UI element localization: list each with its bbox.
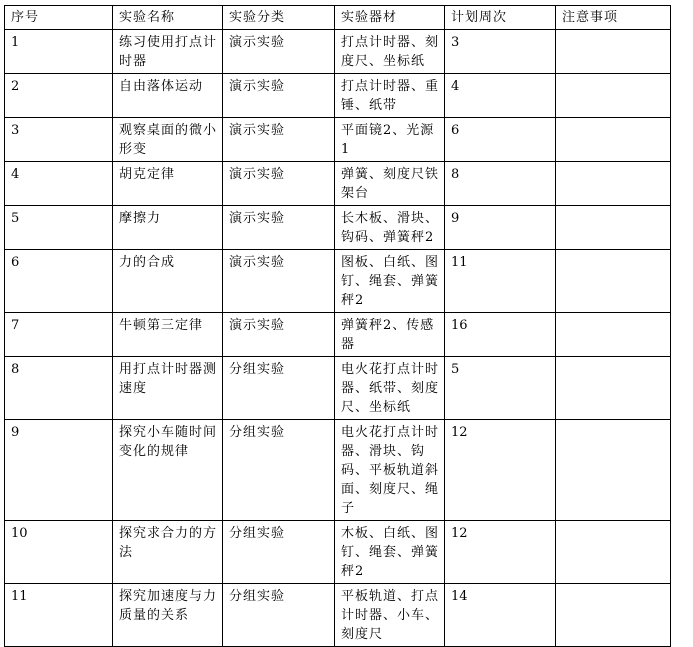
table-row — [5, 162, 671, 206]
table-row — [5, 250, 671, 313]
table-row — [5, 357, 671, 420]
experiment-name-cell: 摩擦力 — [113, 206, 223, 250]
experiment-name-cell: 观察桌面的微小形变 — [113, 118, 223, 162]
header-experiment-name: 实验名称 — [113, 6, 223, 30]
planned-week-cell: 11 — [445, 250, 556, 313]
planned-week-cell: 8 — [445, 162, 556, 206]
experiment-schedule-sheet — [4, 5, 671, 647]
experiment-name-cell: 胡克定律 — [113, 162, 223, 206]
experiment-category-cell: 演示实验 — [223, 162, 335, 206]
header-notes: 注意事项 — [556, 6, 671, 30]
notes-cell — [556, 162, 671, 206]
equipment-cell: 打点计时器、重锤、纸带 — [335, 74, 445, 118]
experiment-category-cell: 分组实验 — [223, 521, 335, 584]
experiment-category-cell: 演示实验 — [223, 118, 335, 162]
serial-number-cell: 4 — [5, 162, 113, 206]
header-planned-week: 计划周次 — [445, 6, 556, 30]
experiment-category-cell: 分组实验 — [223, 357, 335, 420]
table-row — [5, 206, 671, 250]
serial-number-cell: 7 — [5, 313, 113, 357]
experiment-name-cell: 探究求合力的方法 — [113, 521, 223, 584]
notes-cell — [556, 313, 671, 357]
experiment-name-cell: 用打点计时器测速度 — [113, 357, 223, 420]
equipment-cell: 弹簧秤2、传感器 — [335, 313, 445, 357]
equipment-cell: 电火花打点计时器、滑块、钩码、平板轨道斜面、刻度尺、绳子 — [335, 420, 445, 521]
serial-number-cell: 5 — [5, 206, 113, 250]
experiment-name-cell: 自由落体运动 — [113, 74, 223, 118]
notes-cell — [556, 30, 671, 74]
serial-number-cell: 11 — [5, 584, 113, 647]
planned-week-cell: 5 — [445, 357, 556, 420]
notes-cell — [556, 250, 671, 313]
serial-number-cell: 3 — [5, 118, 113, 162]
planned-week-cell: 14 — [445, 584, 556, 647]
equipment-cell: 平面镜2、光源1 — [335, 118, 445, 162]
notes-cell — [556, 74, 671, 118]
experiment-category-cell: 演示实验 — [223, 313, 335, 357]
equipment-cell: 电火花打点计时器、纸带、刻度尺、坐标纸 — [335, 357, 445, 420]
header-experiment-category: 实验分类 — [223, 6, 335, 30]
experiment-category-cell: 演示实验 — [223, 74, 335, 118]
experiment-name-cell: 探究加速度与力质量的关系 — [113, 584, 223, 647]
experiment-category-cell: 演示实验 — [223, 250, 335, 313]
serial-number-cell: 8 — [5, 357, 113, 420]
table-row — [5, 584, 671, 647]
table-row — [5, 420, 671, 521]
experiment-category-cell: 分组实验 — [223, 584, 335, 647]
planned-week-cell: 4 — [445, 74, 556, 118]
notes-cell — [556, 584, 671, 647]
equipment-cell: 平板轨道、打点计时器、小车、刻度尺 — [335, 584, 445, 647]
serial-number-cell: 1 — [5, 30, 113, 74]
planned-week-cell: 9 — [445, 206, 556, 250]
serial-number-cell: 9 — [5, 420, 113, 521]
table-body — [5, 30, 671, 647]
notes-cell — [556, 357, 671, 420]
experiment-category-cell: 分组实验 — [223, 420, 335, 521]
header-row — [5, 6, 671, 30]
notes-cell — [556, 420, 671, 521]
table-row — [5, 313, 671, 357]
table-row — [5, 74, 671, 118]
table-row — [5, 30, 671, 74]
experiment-name-cell: 探究小车随时间变化的规律 — [113, 420, 223, 521]
planned-week-cell: 16 — [445, 313, 556, 357]
planned-week-cell: 12 — [445, 521, 556, 584]
table-row — [5, 521, 671, 584]
header-equipment: 实验器材 — [335, 6, 445, 30]
header-serial-number: 序号 — [5, 6, 113, 30]
equipment-cell: 长木板、滑块、钩码、弹簧秤2 — [335, 206, 445, 250]
serial-number-cell: 2 — [5, 74, 113, 118]
equipment-cell: 木板、白纸、图钉、绳套、弹簧秤2 — [335, 521, 445, 584]
experiment-name-cell: 练习使用打点计时器 — [113, 30, 223, 74]
notes-cell — [556, 206, 671, 250]
experiment-schedule-table — [4, 5, 671, 647]
serial-number-cell: 10 — [5, 521, 113, 584]
experiment-category-cell: 演示实验 — [223, 30, 335, 74]
equipment-cell: 图板、白纸、图钉、绳套、弹簧秤2 — [335, 250, 445, 313]
planned-week-cell: 3 — [445, 30, 556, 74]
notes-cell — [556, 118, 671, 162]
planned-week-cell: 6 — [445, 118, 556, 162]
table-row — [5, 118, 671, 162]
planned-week-cell: 12 — [445, 420, 556, 521]
equipment-cell: 打点计时器、刻度尺、坐标纸 — [335, 30, 445, 74]
experiment-name-cell: 力的合成 — [113, 250, 223, 313]
serial-number-cell: 6 — [5, 250, 113, 313]
notes-cell — [556, 521, 671, 584]
equipment-cell: 弹簧、刻度尺铁架台 — [335, 162, 445, 206]
experiment-name-cell: 牛顿第三定律 — [113, 313, 223, 357]
experiment-category-cell: 演示实验 — [223, 206, 335, 250]
table-header — [5, 6, 671, 30]
